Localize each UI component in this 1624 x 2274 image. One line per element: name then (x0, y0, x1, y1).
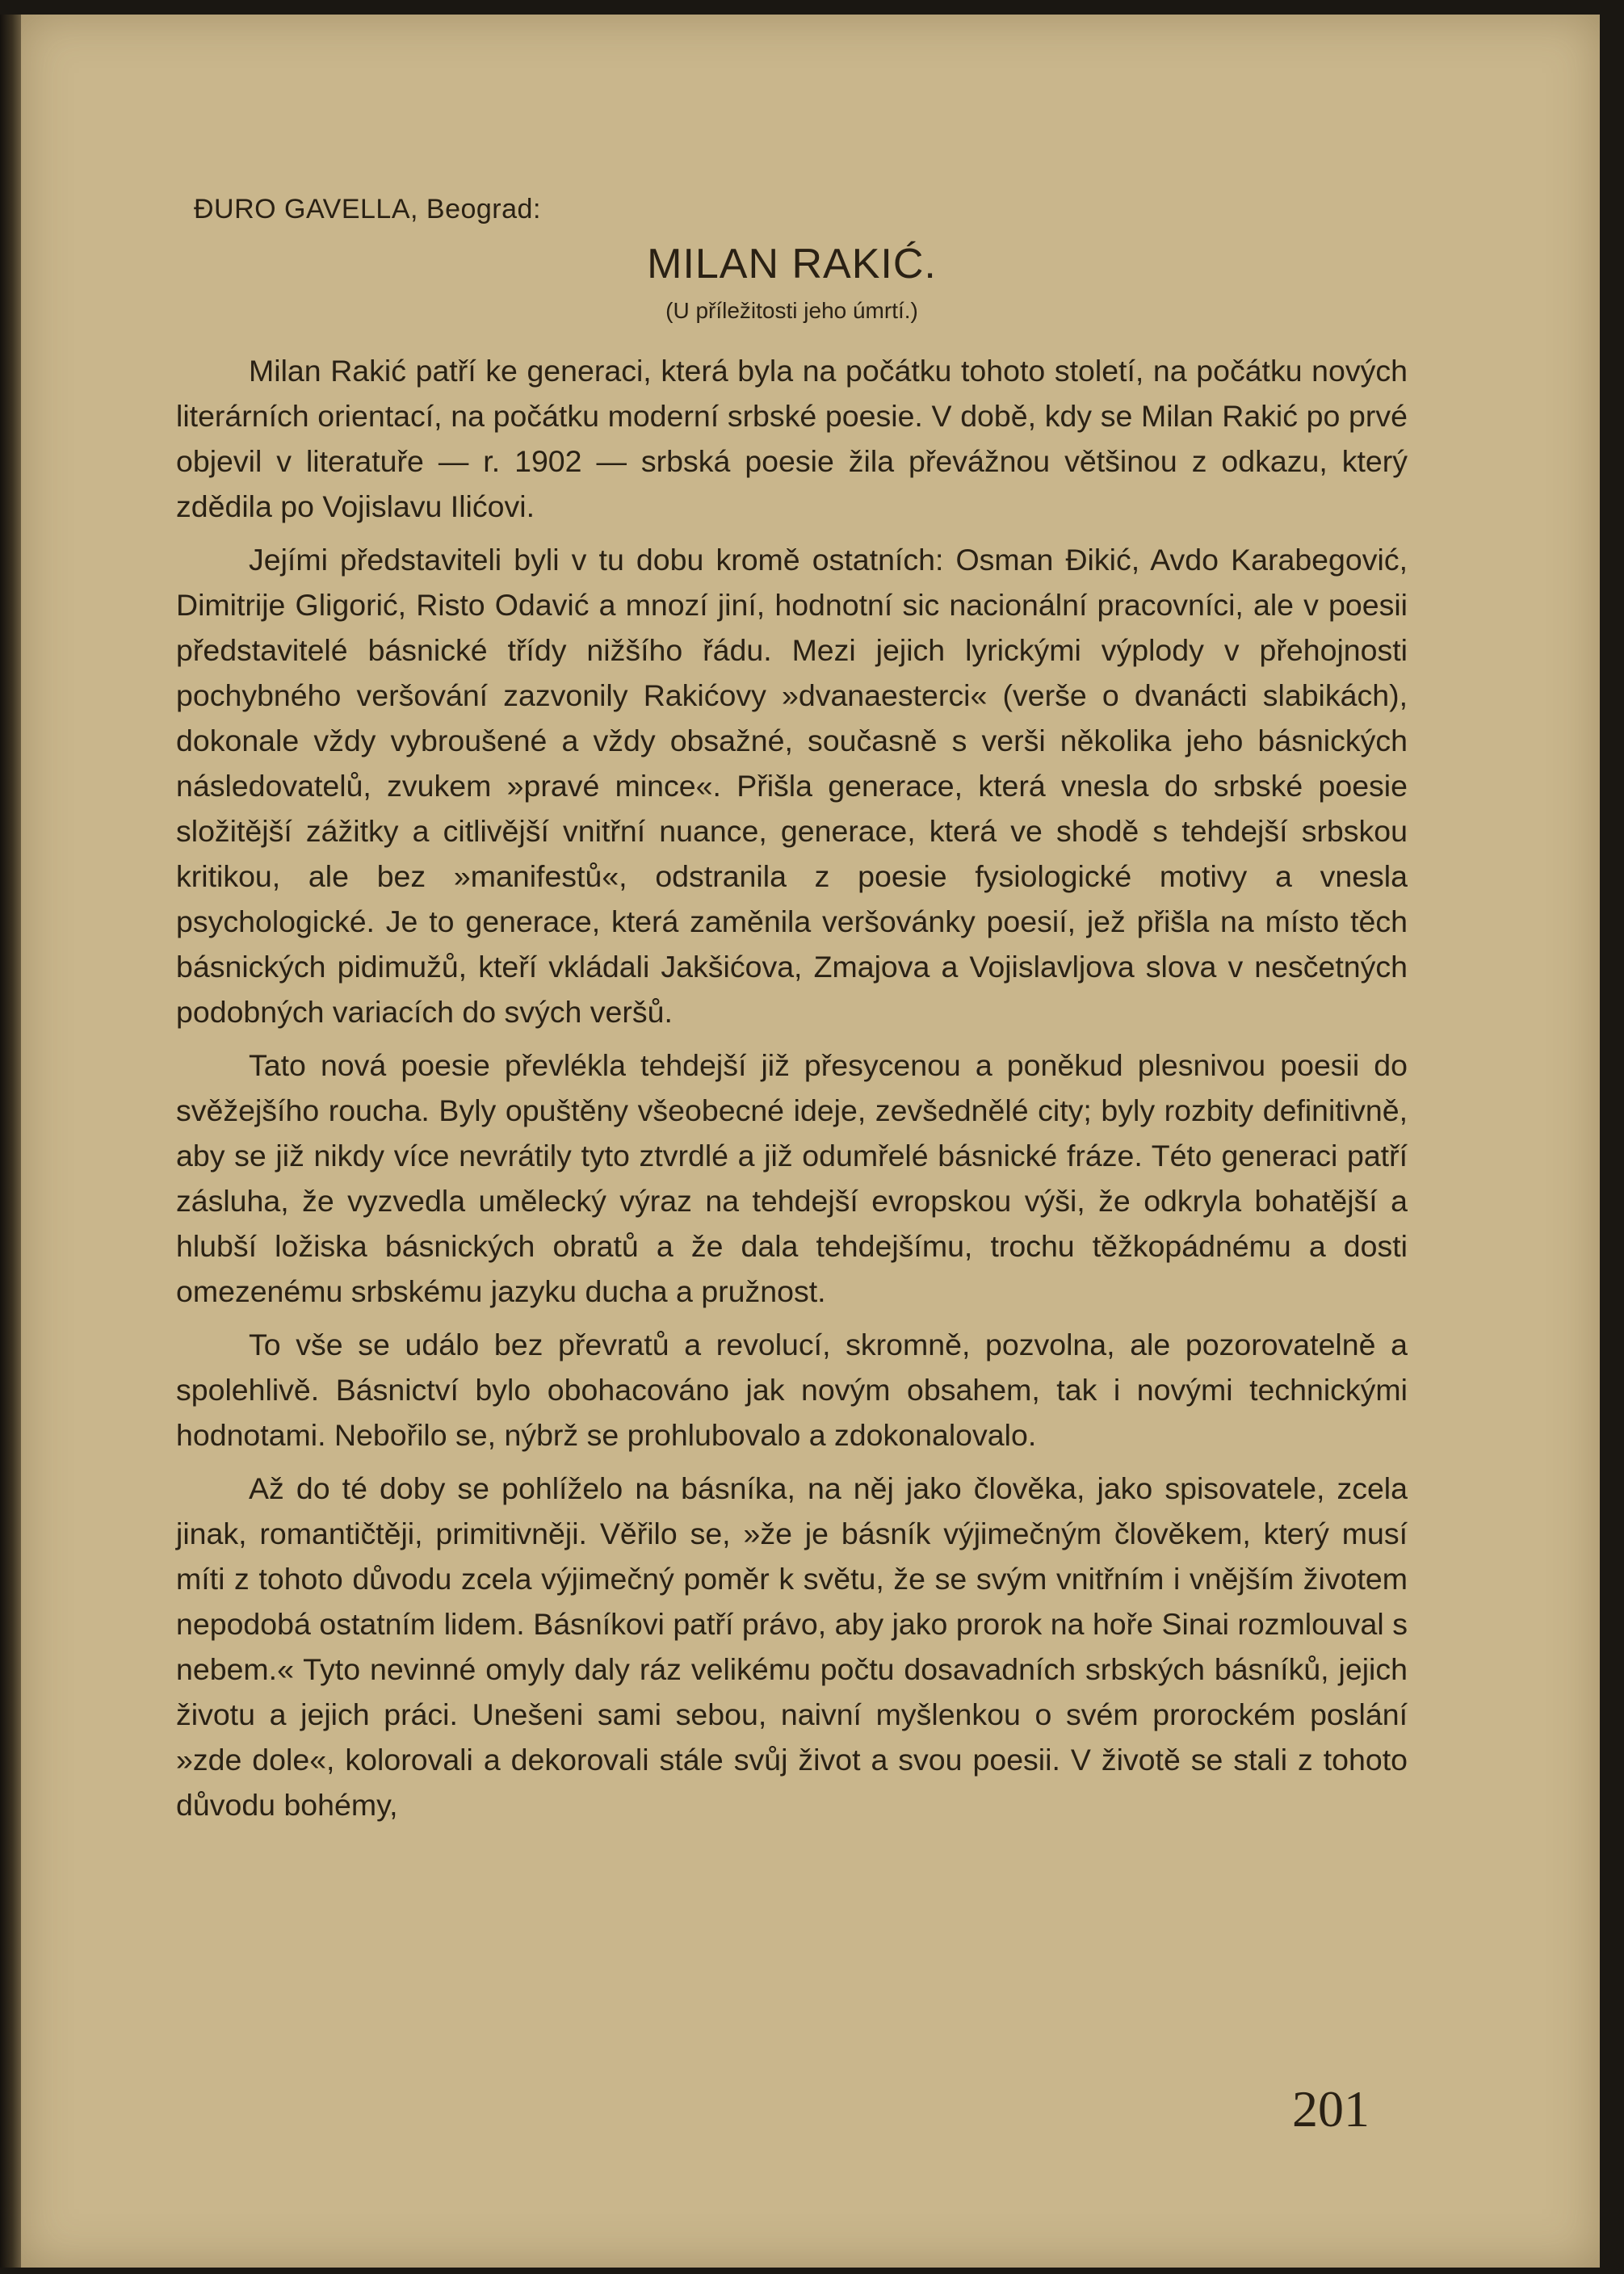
paragraph-5: Až do té doby se pohlíželo na básníka, na něj jako člověka, jako spisovatele, zcela jinak, romantičtěji, primitivněji. Věřilo se, »že je básník výjimečným člověkem, který musí míti z tohoto důvodu zcela výjimečný poměr k světu, že se svým vnitřním i vnějším životem nepodobá ostatním lidem. Básníkovi patří právo, aby jako prorok na hoře Sinai rozmlouval s nebem.« Tyto nevinné omyly daly ráz velikému počtu dosavadních srbských básníků, jejich životu a jejich práci. Unešeni sami sebou, naivní myšlenkou o svém prorockém poslání »zde dole«, kolorovali a dekorovali stále svůj život a svou poesii. V životě se stali z tohoto důvodu bohémy, (176, 1471, 1408, 1822)
page-content (176, 194, 1408, 1836)
paragraph-1: Milan Rakić patří ke generaci, která byla na počátku tohoto století, na počátku nových literárních orientací, na počátku moderní srbské poesie. V době, kdy se Milan Rakić po prvé objevil v literatuře — r. 1902 — srbská poesie žila převážnou většinou z odkazu, který zdědila po Vojislavu Ilićovi. (176, 354, 1408, 523)
paragraph-4: To vše se událo bez převratů a revolucí, skromně, pozvolna, ale pozorovatelně a spolehlivě. Básnictví bylo obohacováno jak novým obsahem, tak i novými technickými hodnotami. Nebořilo se, nýbrž se prohlubovalo a zdokonalovalo. (176, 1328, 1408, 1452)
paragraph-2: Jejími představiteli byli v tu dobu kromě ostatních: Osman Đikić, Avdo Karabegović, Dimitrije Gligorić, Risto Odavić a mnozí jiní, hodnotní sic nacionální pracovníci, ale v poesii představitelé básnické třídy nižšího řádu. Mezi jejich lyrickými výplody v přehojnosti pochybného veršování zazvonily Rakićovy »dvanaesterci« (verše o dvanácti slabikách), dokonale vždy vybroušené a vždy obsažné, současně s verši několika jeho básnických následovatelů, zvukem »pravé mince«. Přišla generace, která vnesla do srbské poesie složitější zážitky a citlivější vnitřní nuance, generace, která ve shodě s tehdejší srbskou kritikou, ale bez »manifestů«, odstranila z poesie fysiologické motivy a vnesla psychologické. Je to generace, která zaměnila veršovánky poesií, jež přišla na místo těch básnických pidimužů, kteří vkládali Jakšićova, Zmajova a Vojislavljova slova v nesčetných podobných variacích do svých veršů. (176, 543, 1408, 1029)
author-line: ĐURO GAVELLA, Beograd: (194, 194, 541, 224)
page-number: 201 (1292, 2080, 1370, 2138)
paragraph-3: Tato nová poesie převlékla tehdejší již přesycenou a poněkud plesnivou poesii do svěžejšího roucha. Byly opuštěny všeobecné ideje, zevšednělé city; byly rozbity definitivně, aby se již nikdy více nevrátily tyto ztvrdlé a již odumřelé básnické fráze. Této generaci patří zásluha, že vyzvedla umělecký výraz na tehdejší evropskou výši, že odkryla bohatější a hlubší ložiska básnických obratů a že dala tehdejšímu, trochu těžkopádnému a dosti omezenému srbskému jazyku ducha a pružnost. (176, 1048, 1408, 1308)
article-title: MILAN RAKIĆ. (647, 241, 937, 287)
article-subtitle: (U příležitosti jeho úmrtí.) (665, 298, 918, 323)
